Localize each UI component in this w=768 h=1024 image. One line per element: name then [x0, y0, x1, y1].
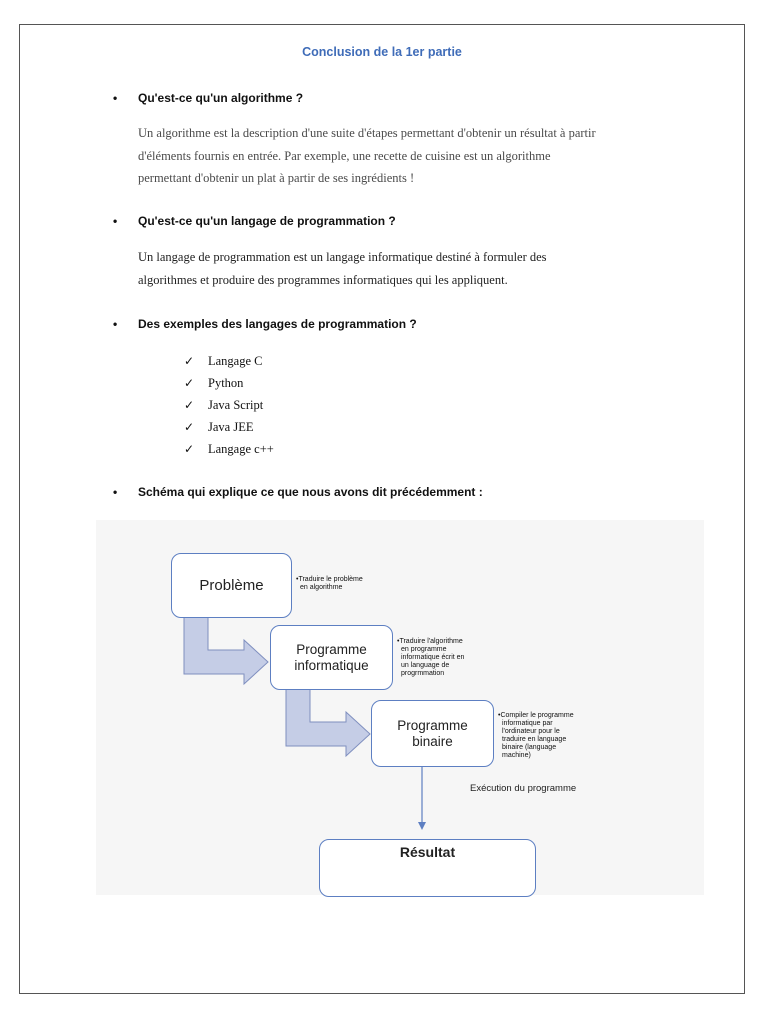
bullet-icon: • — [113, 214, 118, 228]
box-label-line: binaire — [412, 733, 453, 749]
flow-arrow-2 — [286, 688, 370, 756]
box-programme-binaire — [371, 700, 494, 767]
note-traduire-algorithme: •Traduire l'algorithme en programme informatique écrit en un language de progrmmation — [397, 638, 465, 677]
flow-arrow-1 — [184, 617, 268, 684]
paragraph-langage — [138, 246, 618, 291]
bullet-icon: • — [113, 485, 118, 499]
list-item: ✓ Python — [184, 372, 274, 394]
note-traduire-probleme: •Traduire le problème en algorithme — [296, 576, 363, 591]
paragraph-line: permettant d'obtenir un plat à partir de ses ingrédients ! — [138, 171, 415, 185]
check-icon: ✓ — [184, 376, 195, 390]
paragraph-line: Un langage de programmation est un langage informatique destiné à formuler des — [138, 250, 547, 264]
question-text: Schéma qui explique ce que nous avons dit précédemment : — [138, 485, 483, 499]
box-probleme: Problème — [171, 553, 292, 618]
box-label-line: informatique — [294, 657, 369, 673]
list-item: ✓ Java JEE — [184, 416, 274, 438]
execution-arrow-head — [418, 822, 426, 830]
language-list — [184, 350, 274, 460]
note-compiler: •Compiler le programme informatique par l'ordinateur pour le traduire en language binaire (language machine) — [498, 712, 574, 759]
execution-label: Exécution du programme — [470, 783, 577, 794]
paragraph-algorithme — [138, 122, 618, 190]
page-title: Conclusion de la 1er partie — [302, 45, 462, 59]
list-item: ✓ Java Script — [184, 394, 274, 416]
paragraph-line: Un algorithme est la description d'une suite d'étapes permettant d'obtenir un résultat à partir — [138, 126, 596, 140]
question-text: Des exemples des langages de programmation ? — [138, 317, 417, 331]
check-icon: ✓ — [184, 442, 195, 456]
flow-diagram — [96, 520, 704, 895]
question-text: Qu'est-ce qu'un algorithme ? — [138, 91, 304, 105]
paragraph-line: algorithmes et produire des programmes informatiques qui les appliquent. — [138, 272, 508, 287]
list-item: ✓ Langage c++ — [184, 438, 274, 460]
question-text: Qu'est-ce qu'un langage de programmation ? — [138, 214, 396, 228]
document-page — [19, 24, 745, 994]
box-programme-informatique — [270, 625, 393, 690]
bullet-icon: • — [113, 91, 118, 105]
list-item: ✓ Langage C — [184, 350, 274, 372]
paragraph-line: d'éléments fournis en entrée. Par exemple, une recette de cuisine est un algorithme — [138, 148, 551, 163]
check-icon: ✓ — [184, 398, 195, 412]
bullet-icon: • — [113, 317, 118, 331]
box-resultat: Résultat — [319, 839, 536, 897]
check-icon: ✓ — [184, 420, 195, 434]
box-label-line: Programme — [296, 641, 367, 657]
check-icon: ✓ — [184, 354, 195, 368]
box-label-line: Programme — [397, 717, 468, 733]
